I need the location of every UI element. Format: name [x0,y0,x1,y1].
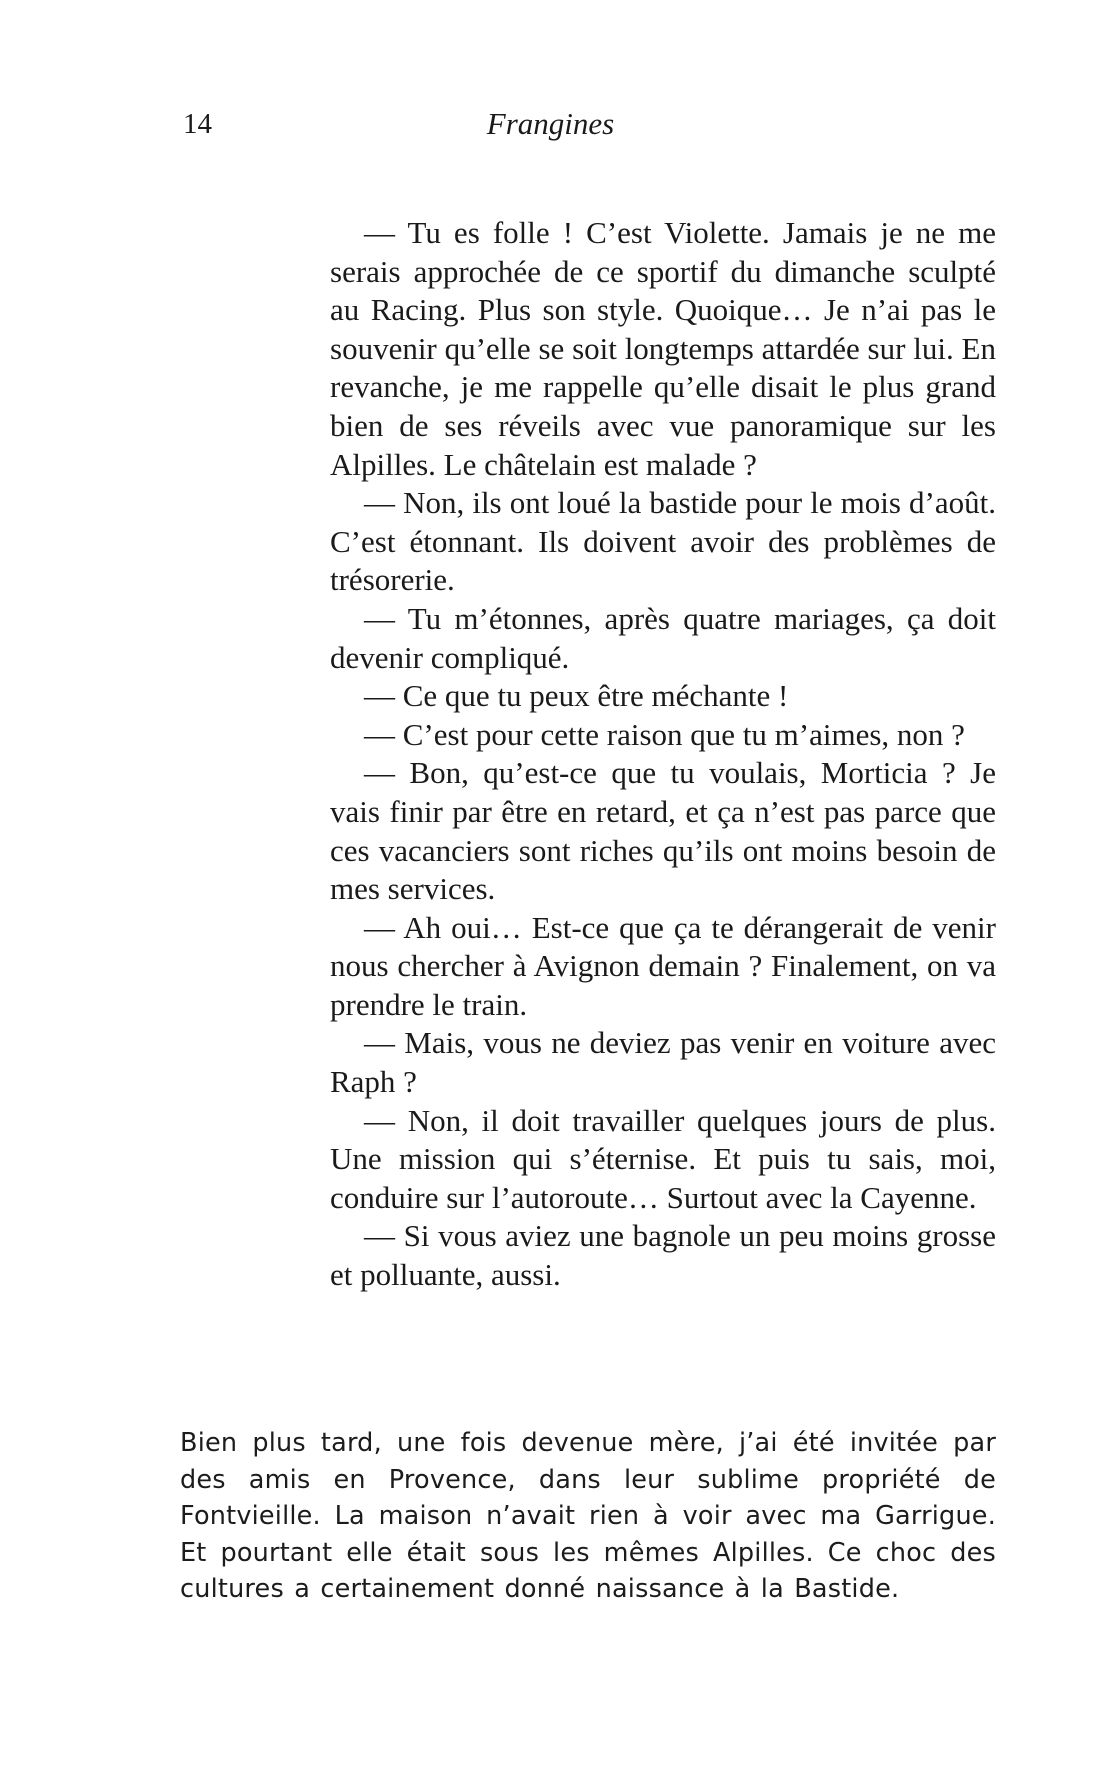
dialogue-paragraph: — Mais, vous ne deviez pas venir en voiture avec Raph ? [330,1025,996,1100]
dialogue-paragraph: — Non, ils ont loué la bastide pour le mois d’août. C’est étonnant. Ils doivent avoir des problèmes de trésorerie. [330,485,996,598]
dialogue-block [330,214,996,1295]
dialogue-paragraph: — Ah oui… Est-ce que ça te dérangerait de venir nous chercher à Avignon demain ? Finalement, on va prendre le train. [330,909,996,1022]
dialogue-paragraph: — Tu m’étonnes, après quatre mariages, ça doit devenir compliqué. [330,600,996,675]
dialogue-paragraph: — Si vous aviez une bagnole un peu moins grosse et polluante, aussi. [330,1218,996,1293]
page-number: 14 [183,108,212,140]
handwritten-note [180,1425,996,1608]
dialogue-paragraph: — Ce que tu peux être méchante ! [364,678,789,714]
dialogue-paragraph: — Tu es folle ! C’est Violette. Jamais je ne me serais approchée de ce sportif du dimanche sculpté au Racing. Plus son style. Quoique… Je n’ai pas le souvenir qu’elle se soit longtemps attardée sur lui. En revanche, je me rappelle qu’elle disait le plus grand bien de ses réveils avec vue panoramique sur les Alpilles. Le châtelain est malade ? [330,215,996,482]
dialogue-paragraph: — C’est pour cette raison que tu m’aimes, non ? [364,716,965,752]
dialogue-paragraph: — Non, il doit travailler quelques jours de plus. Une mission qui s’éternise. Et puis tu sais, moi, conduire sur l’autoroute… Surtout avec la Cayenne. [330,1102,996,1215]
running-title: Frangines [486,106,615,141]
handwritten-note-text: Bien plus tard, une fois devenue mère, j’ai été invitée par des amis en Provence, dans leur sublime propriété de Fontvieille. La maison n’avait rien à voir avec ma Garrigue. Et pourtant elle était sous les mêmes Alpilles. Ce choc des cultures a certainement donné naissance à la Bastide. [180,1428,996,1604]
dialogue-paragraph: — Bon, qu’est-ce que tu voulais, Morticia ? Je vais finir par être en retard, et ça n’est pas parce que ces vacanciers sont riches qu’ils ont moins besoin de mes services. [330,755,996,907]
